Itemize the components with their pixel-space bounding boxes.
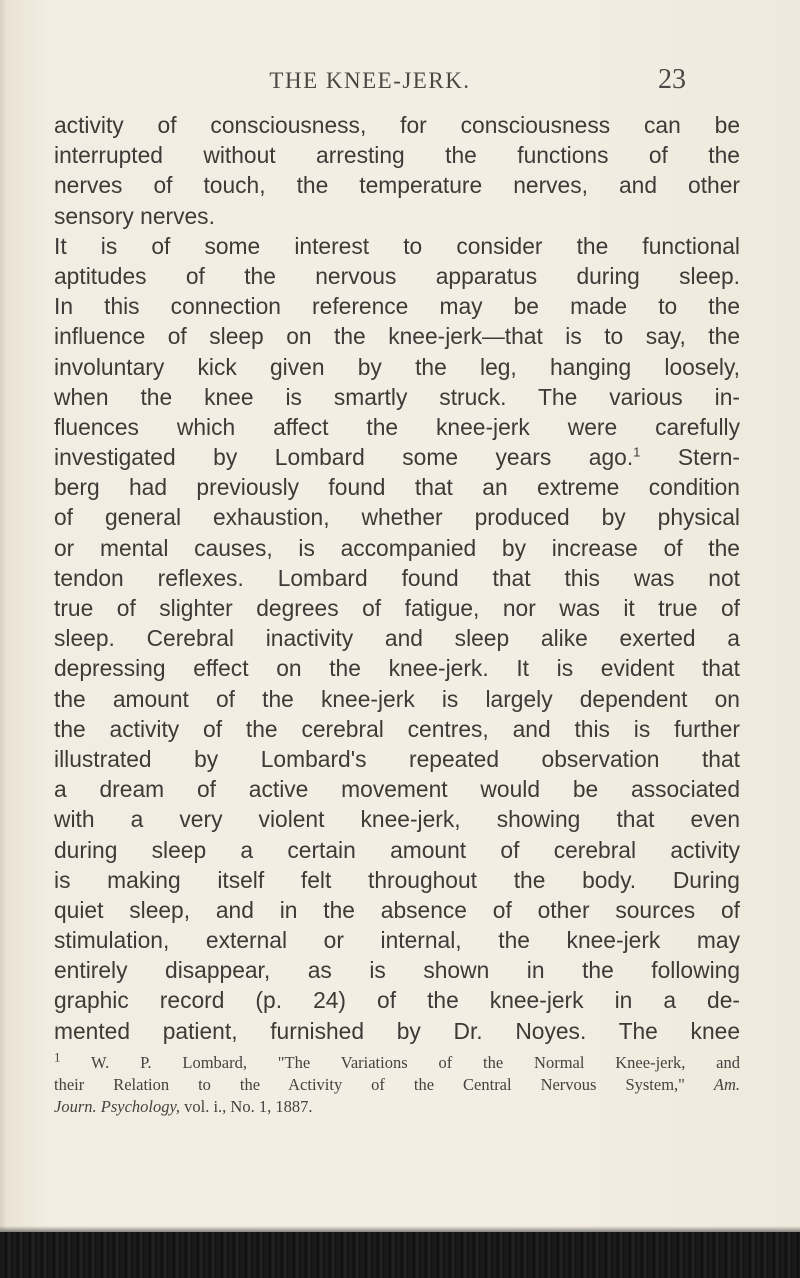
text-segment: investigated by Lombard some years ago. (54, 444, 634, 471)
footnote-journal: Am. (713, 1075, 741, 1094)
text-line: depressing effect on the knee-jerk. It is evident that (54, 655, 740, 682)
text-line: during sleep a certain amount of cerebral activity (54, 836, 740, 863)
text-line: aptitudes of the nervous apparatus during sleep. (54, 262, 740, 289)
text-line: or mental causes, is accompanied by increase of the (54, 534, 740, 561)
text-line: influence of sleep on the knee-jerk—that is to say, the (54, 323, 740, 350)
page-number: 23 (658, 64, 686, 95)
footnote (54, 1049, 741, 1118)
text-line: tendon reflexes. Lombard found that this was not (54, 564, 740, 591)
text-line: It is of some interest to consider the functional (54, 232, 740, 259)
text-line: fluences which affect the knee-jerk were carefully (54, 413, 740, 440)
footnote-journal: Journ. Psychology, (54, 1097, 181, 1116)
text-line-with-footnote-ref (54, 442, 740, 472)
text-line: with a very violent knee-jerk, showing that even (54, 806, 740, 833)
text-line: is making itself felt throughout the body. During (54, 866, 740, 893)
text-line: activity of consciousness, for consciousness can be (54, 112, 740, 138)
footnote-text: their Relation to the Activity of the Central Nervous System," (54, 1075, 685, 1094)
text-line: In this connection reference may be made to the (54, 293, 740, 320)
text-line: when the knee is smartly struck. The various in- (54, 383, 740, 410)
running-head-title: THE KNEE-JERK. (269, 68, 471, 93)
text-line: berg had previously found that an extreme condition (54, 474, 740, 501)
text-line: of general exhaustion, whether produced by physical (54, 504, 740, 531)
footnote-line (54, 1049, 741, 1074)
footnote-reference: 1 (633, 444, 641, 460)
scan-bottom-border (0, 1232, 800, 1278)
running-head (60, 64, 686, 100)
text-line: stimulation, external or internal, the knee-jerk may (54, 927, 740, 954)
text-line: sleep. Cerebral inactivity and sleep alike exerted a (54, 625, 740, 652)
text-line: involuntary kick given by the leg, hanging loosely, (54, 353, 740, 380)
footnote-marker: 1 (54, 1049, 61, 1065)
footnote-text: vol. i., No. 1, 1887. (184, 1097, 313, 1116)
text-line: nerves of touch, the temperature nerves, and other (54, 172, 740, 199)
text-line: illustrated by Lombard's repeated observation that (54, 745, 740, 772)
text-line: mented patient, furnished by Dr. Noyes. The knee (54, 1017, 740, 1044)
text-line: the amount of the knee-jerk is largely dependent on (54, 685, 740, 712)
text-line: entirely disappear, as is shown in the following (54, 957, 740, 984)
text-line: graphic record (p. 24) of the knee-jerk in a de- (54, 987, 740, 1014)
footnote-text: W. P. Lombard, "The Variations of the Normal Knee-jerk, and (91, 1053, 741, 1072)
footnote-line (54, 1096, 740, 1118)
text-line: true of slighter degrees of fatigue, nor was it true of (54, 595, 740, 621)
footnote-line (54, 1074, 740, 1096)
text-line: the activity of the cerebral centres, and this is further (54, 715, 740, 742)
text-line: a dream of active movement would be associated (54, 776, 740, 803)
body-text (54, 110, 740, 1046)
text-segment: Stern- (640, 444, 741, 471)
text-line: quiet sleep, and in the absence of other sources of (54, 896, 740, 923)
text-line: sensory nerves. (54, 202, 215, 229)
page-left-edge (0, 0, 8, 1230)
text-line: interrupted without arresting the functions of the (54, 142, 740, 169)
